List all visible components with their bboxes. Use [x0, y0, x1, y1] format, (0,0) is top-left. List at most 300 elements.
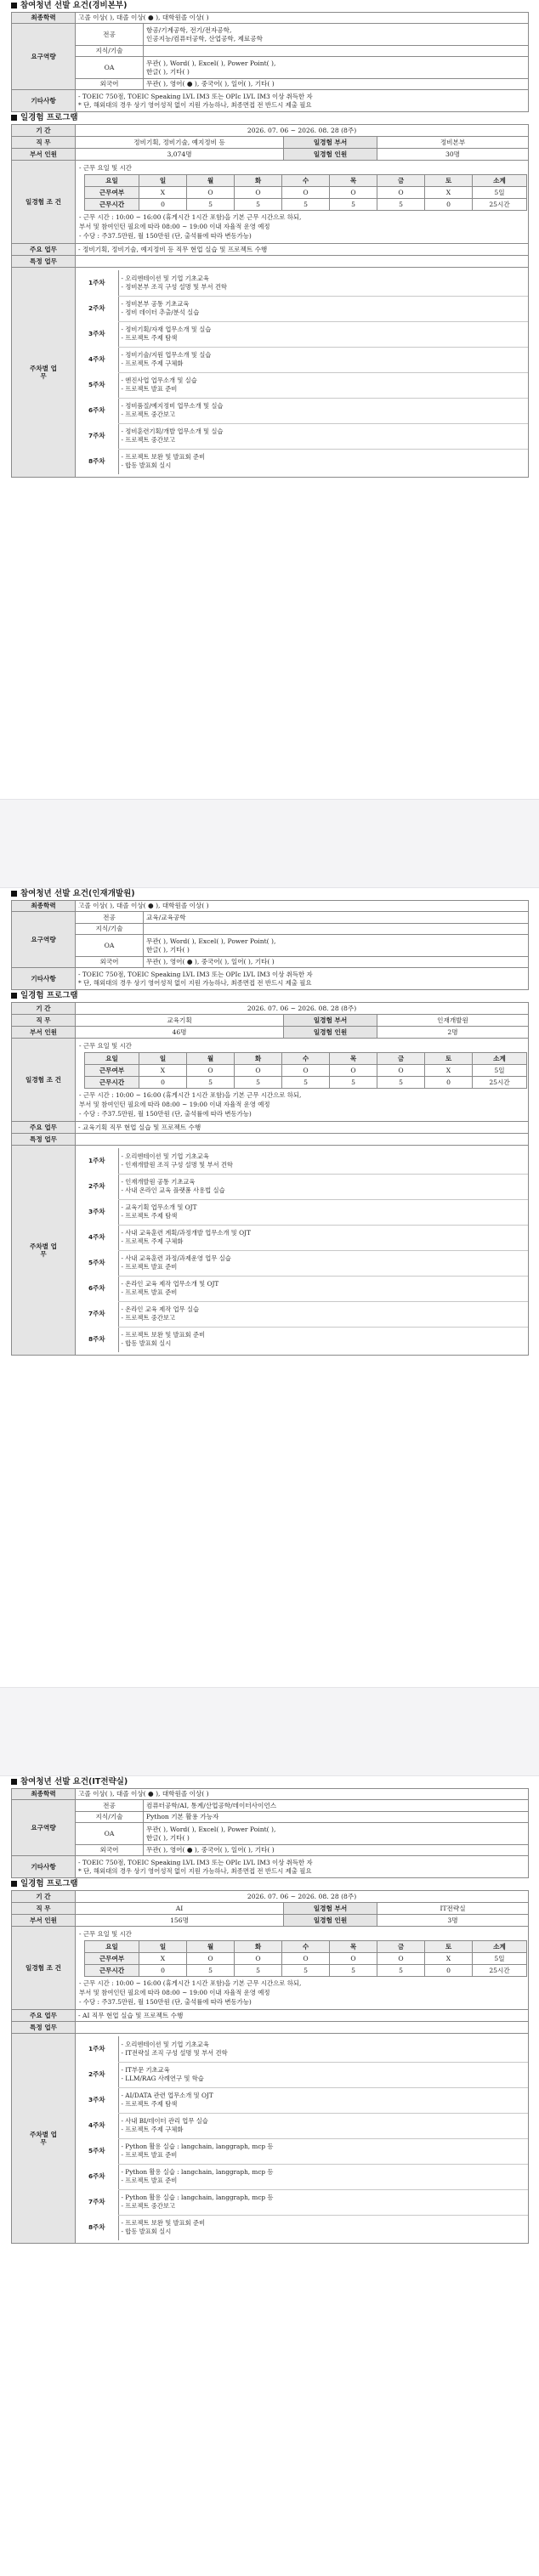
work-status-cell: X: [425, 187, 473, 199]
page-separator: [0, 799, 539, 888]
major-label: 전공: [76, 912, 144, 924]
week-task-line: - 프로젝트 중간보고: [121, 436, 175, 444]
work-time-note: - 수당 : 주37.5만원, 월 150만원 (단, 출석률에 따라 변동가능): [79, 232, 252, 240]
knowledge-label: 지식/기술: [76, 924, 144, 935]
etc-value: [76, 90, 529, 112]
work-hours-cell: 0: [139, 1077, 187, 1089]
week-number: 2주차: [88, 2070, 105, 2079]
work-hours-cell: 근무시간: [85, 199, 139, 211]
weekly-label: 주차별 업무: [12, 268, 76, 478]
schedule-content: [76, 161, 529, 244]
special-duty-value: [76, 2022, 529, 2034]
intern-count-label: 일경험 인원: [284, 1027, 377, 1039]
work-hours-cell: 5: [187, 1965, 235, 1977]
square-bullet-icon: [11, 1881, 17, 1887]
week-row: [76, 2164, 529, 2189]
week-tasks: [118, 423, 529, 449]
schedule-content: [76, 1039, 529, 1122]
work-status-cell: X: [139, 187, 187, 199]
week-task-line: - 정비품질/예지정비 업무소개 및 실습: [121, 402, 224, 410]
week-task-line: - 프로젝트 발표 준비: [121, 2151, 178, 2159]
etc-line: - TOEIC 750점, TOEIC Speaking LVL IM3 또는 OPIc LVL IM3 이상 취득한 자: [78, 93, 313, 101]
weekday-header-cell: 토: [425, 1941, 473, 1953]
work-time-note: - 근무 시간 : 10:00 ~ 16:00 (휴게시간 1시간 포함)을 기본 근무 시간으로 하되,: [79, 1091, 302, 1099]
week-row: [76, 270, 529, 296]
work-status-cell: O: [187, 187, 235, 199]
week-task-line: - 사내 온라인 교육 플랫폼 사용법 실습: [121, 1186, 225, 1194]
square-bullet-icon: [11, 891, 17, 897]
dept-headcount-label: 부서 인원: [12, 1027, 76, 1039]
competency-label: 요구역량: [12, 912, 76, 968]
week-task-line: - 정비 데이터 추출/분석 실습: [121, 309, 200, 316]
work-hours-cell: 5: [377, 199, 425, 211]
work-status-cell: O: [377, 187, 425, 199]
dept-headcount-label: 부서 인원: [12, 149, 76, 161]
week-task-line: - 프로젝트 중간보고: [121, 410, 175, 418]
week-tasks: [118, 398, 529, 423]
week-row: [76, 296, 529, 321]
weekday-header-cell: 화: [235, 1941, 282, 1953]
program-table: [11, 1002, 529, 1356]
weekday-header-cell: 요일: [85, 1941, 139, 1953]
week-task-line: - 프로젝트 보완 및 발표회 준비: [121, 453, 206, 461]
week-task-line: - 프로젝트 중간보고: [121, 1314, 175, 1322]
work-status-cell: O: [330, 1953, 377, 1965]
oa-value: [144, 1823, 529, 1845]
work-hours-cell: 5: [235, 1077, 282, 1089]
weekday-header-cell: 요일: [85, 175, 139, 187]
week-task-line: - 사내 교육훈련 과정/과제운영 업무 실습: [121, 1254, 231, 1262]
weekday-header-cell: 목: [330, 175, 377, 187]
week-row: [76, 1327, 529, 1352]
week-task-line: - 합동 발표회 실시: [121, 2228, 172, 2236]
major-label: 전공: [76, 24, 144, 46]
work-time-note: - 근무 시간 : 10:00 ~ 16:00 (휴게시간 1시간 포함)을 기본 근무 시간으로 하되,: [79, 213, 302, 221]
weekday-header-cell: 일: [139, 1941, 187, 1953]
week-number: 3주차: [88, 330, 105, 338]
week-tasks: [118, 2062, 529, 2087]
requirements-heading: [0, 0, 539, 12]
main-duty-label: 주요 업무: [12, 1122, 76, 1134]
job-value: AI: [76, 1903, 284, 1915]
education-label: 최종학력: [12, 1789, 76, 1800]
week-row: [76, 347, 529, 372]
oa-label: OA: [76, 935, 144, 957]
work-time-note: 부서 및 참여인턴 필요에 따라 08:00 ~ 19:00 이내 자율적 운영 예정: [79, 1101, 270, 1108]
knowledge-label: 지식/기술: [76, 46, 144, 57]
week-row: [76, 1250, 529, 1276]
language-value: 무관( ), 영어( ● ), 중국어( ), 일어( ), 기타( ): [144, 79, 529, 90]
education-value: 고졸 이상( ), 대졸 이상( ● ), 대학원졸 이상( ): [76, 13, 529, 24]
work-status-cell: O: [330, 1065, 377, 1077]
week-number: 7주차: [88, 432, 105, 440]
education-label: 최종학력: [12, 901, 76, 912]
weekday-header-cell: 금: [377, 175, 425, 187]
weekly-content: [76, 2034, 529, 2244]
period-value: 2026. 07. 06 ~ 2026. 08. 28 (8주): [76, 125, 529, 137]
week-number: 6주차: [88, 1284, 105, 1293]
square-bullet-icon: [11, 3, 17, 8]
period-label: 기 간: [12, 125, 76, 137]
week-tasks: [118, 296, 529, 321]
weekday-header-cell: 토: [425, 1053, 473, 1065]
intern-count-value: 3명: [377, 1915, 529, 1927]
week-task-line: - 합동 발표회 실시: [121, 461, 172, 470]
etc-line: * 단, 해외대의 경우 상기 영어성적 없이 지원 가능하나, 최종면접 전 반드시 제출 필요: [78, 100, 312, 109]
oa-value: [144, 935, 529, 957]
week-task-line: - 프로젝트 발표 준비: [121, 1263, 178, 1271]
work-status-cell: 5일: [473, 1065, 527, 1077]
requirements-heading: [0, 888, 539, 900]
week-tasks: [118, 2215, 529, 2240]
weekday-header-cell: 소계: [473, 175, 527, 187]
week-row: [76, 2215, 529, 2240]
week-row: [76, 321, 529, 347]
work-hours-cell: 25시간: [473, 199, 527, 211]
competency-label: 요구역량: [12, 24, 76, 90]
dept-headcount-value: 46명: [76, 1027, 284, 1039]
intern-count-label: 일경험 인원: [284, 149, 377, 161]
work-status-cell: X: [425, 1065, 473, 1077]
week-task-line: - 프로젝트 주제 탐색: [121, 334, 178, 342]
program-title: 일경험 프로그램: [20, 1879, 78, 1888]
week-number: 1주차: [88, 279, 105, 287]
language-label: 외국어: [76, 957, 144, 968]
weekday-header-cell: 월: [187, 175, 235, 187]
week-tasks: [118, 2189, 529, 2215]
weekly-table: [76, 270, 529, 474]
dept-label: 일경험 부서: [284, 137, 377, 149]
major-line: 항공/기계공학, 전기/전자공학,: [146, 26, 232, 35]
weekday-header-cell: 목: [330, 1941, 377, 1953]
work-status-cell: X: [139, 1953, 187, 1965]
work-status-cell: O: [187, 1953, 235, 1965]
schedule-label: 일경험 조 건: [12, 1039, 76, 1122]
oa-line: 무관( ), Word( ), Excel( ), Power Point( ),: [146, 1826, 276, 1834]
week-task-line: - 합동 발표회 실시: [121, 1339, 172, 1348]
schedule-heading: - 근무 요일 및 시간: [79, 1042, 132, 1050]
posting-section: [0, 888, 539, 1687]
special-duty-label: 특정 업무: [12, 1134, 76, 1146]
requirements-heading: [0, 1776, 539, 1788]
program-heading: [0, 990, 539, 1002]
week-task-line: - IT부문 기초교육: [121, 2066, 170, 2074]
week-task-line: - 사내 교육훈련 계획/과정개발 업무소개 및 OJT: [121, 1229, 251, 1237]
work-hours-cell: 0: [425, 1965, 473, 1977]
requirements-title: 참여청년 선발 요건(경비본부): [20, 1, 128, 10]
work-hours-cell: 0: [425, 1077, 473, 1089]
week-number: 3주차: [88, 2096, 105, 2104]
oa-label: OA: [76, 1823, 144, 1845]
week-tasks: [118, 2036, 529, 2062]
weekday-header-cell: 일: [139, 175, 187, 187]
etc-line: * 단, 해외대의 경우 상기 영어성적 없이 지원 가능하나, 최종면접 전 반드시 제출 필요: [78, 1866, 312, 1875]
weekday-header-cell: 화: [235, 1053, 282, 1065]
week-number: 6주차: [88, 406, 105, 415]
intern-count-value: 2명: [377, 1027, 529, 1039]
week-row: [76, 2189, 529, 2215]
week-number: 8주차: [88, 2223, 105, 2232]
intern-count-value: 30명: [377, 149, 529, 161]
schedule-label: 일경험 조 건: [12, 1927, 76, 2010]
knowledge-value: [144, 46, 529, 57]
education-label: 최종학력: [12, 13, 76, 24]
weekday-header-cell: 수: [282, 175, 330, 187]
language-label: 외국어: [76, 79, 144, 90]
dept-value: IT전략실: [377, 1903, 529, 1915]
weekly-label: 주차별 업무: [12, 2034, 76, 2244]
week-task-line: - 정비훈련기획/개발 업무소개 및 실습: [121, 427, 224, 435]
week-task-line: - 인재개발원 조직 구성 설명 및 부서 견학: [121, 1160, 233, 1169]
work-status-cell: O: [235, 1953, 282, 1965]
week-tasks: [118, 1327, 529, 1352]
program-title: 일경험 프로그램: [20, 113, 78, 122]
knowledge-label: 지식/기술: [76, 1812, 144, 1823]
week-tasks: [118, 1148, 529, 1174]
weekly-label: 주차별 업무: [12, 1146, 76, 1356]
week-tasks: [118, 1199, 529, 1225]
main-duty-value: - AI 직무 현업 실습 및 프로젝트 수행: [76, 2010, 529, 2022]
week-task-line: - 프로젝트 주제 구체화: [121, 2126, 184, 2133]
oa-line: 한글( ), 기타( ): [146, 67, 190, 76]
job-label: 직 무: [12, 1903, 76, 1915]
week-row: [76, 1276, 529, 1301]
week-number: 3주차: [88, 1208, 105, 1216]
major-line: 교육/교육공학: [146, 913, 186, 921]
week-task-line: - 프로젝트 발표 준비: [121, 1288, 178, 1296]
special-duty-label: 특정 업무: [12, 2022, 76, 2034]
work-status-cell: O: [187, 1065, 235, 1077]
weekly-table: [76, 1148, 529, 1352]
week-row: [76, 2062, 529, 2087]
week-task-line: - Python 활용 실습 : langchain, langgraph, mcp 등: [121, 2168, 274, 2176]
week-number: 8주차: [88, 457, 105, 466]
competency-label: 요구역량: [12, 1800, 76, 1856]
dept-headcount-value: 3,074명: [76, 149, 284, 161]
week-row: [76, 1225, 529, 1250]
weekday-header-cell: 금: [377, 1053, 425, 1065]
oa-line: 한글( ), 기타( ): [146, 945, 190, 954]
work-time-note: 부서 및 참여인턴 필요에 따라 08:00 ~ 19:00 이내 자율적 운영 예정: [79, 223, 270, 230]
week-tasks: [118, 1301, 529, 1327]
work-hours-cell: 25시간: [473, 1965, 527, 1977]
period-value: 2026. 07. 06 ~ 2026. 08. 28 (8주): [76, 1003, 529, 1015]
period-label: 기 간: [12, 1891, 76, 1903]
week-number: 2주차: [88, 304, 105, 313]
job-label: 직 무: [12, 1015, 76, 1027]
week-number: 5주차: [88, 2147, 105, 2155]
week-tasks: [118, 2087, 529, 2113]
week-task-line: - 정비기획/자재 업무소개 및 실습: [121, 326, 212, 333]
work-status-cell: X: [425, 1953, 473, 1965]
work-status-cell: O: [377, 1065, 425, 1077]
knowledge-value: Python 기본 활용 가능자: [144, 1812, 529, 1823]
week-task-line: - 오리엔테이션 및 기업 기초교육: [121, 1152, 209, 1160]
dept-label: 일경험 부서: [284, 1903, 377, 1915]
main-duty-value: - 정비기획, 정비기술, 예지정비 등 직무 현업 실습 및 프로젝트 수행: [76, 244, 529, 256]
week-task-line: - 정비본부 조직 구성 설명 및 부서 견학: [121, 282, 227, 291]
weekly-table: [76, 2036, 529, 2240]
language-value: 무관( ), 영어( ● ), 중국어( ), 일어( ), 기타( ): [144, 1845, 529, 1856]
week-number: 4주차: [88, 2121, 105, 2130]
oa-line: 무관( ), Word( ), Excel( ), Power Point( ),: [146, 59, 276, 68]
etc-line: - TOEIC 750점, TOEIC Speaking LVL IM3 또는 OPIc LVL IM3 이상 취득한 자: [78, 1859, 313, 1867]
week-task-line: - 프로젝트 중간보고: [121, 2202, 175, 2210]
weekday-header-cell: 금: [377, 1941, 425, 1953]
language-label: 외국어: [76, 1845, 144, 1856]
special-duty-label: 특정 업무: [12, 256, 76, 268]
week-tasks: [118, 2138, 529, 2164]
weekly-content: [76, 268, 529, 478]
weekday-header-cell: 일: [139, 1053, 187, 1065]
weekday-header-cell: 수: [282, 1053, 330, 1065]
week-task-line: - 프로젝트 주제 탐색: [121, 1212, 178, 1220]
week-number: 1주차: [88, 1157, 105, 1165]
work-status-cell: O: [330, 187, 377, 199]
week-number: 8주차: [88, 1335, 105, 1344]
work-hours-cell: 25시간: [473, 1077, 527, 1089]
week-task-line: - 정비기술/지원 업무소개 및 실습: [121, 351, 212, 359]
work-hours-cell: 5: [282, 199, 330, 211]
work-hours-cell: 5: [282, 1077, 330, 1089]
week-tasks: [118, 449, 529, 474]
program-heading: [0, 112, 539, 124]
week-task-line: - 온라인 교육 제작 업무 실습: [121, 1305, 200, 1313]
week-task-line: - 오리엔테이션 및 기업 기초교육: [121, 2040, 209, 2048]
week-number: 5주차: [88, 381, 105, 389]
work-status-cell: O: [282, 187, 330, 199]
week-task-line: - 정비본부 공통 기초교육: [121, 300, 190, 308]
page-separator: [0, 1687, 539, 1776]
week-task-line: - LLM/RAG 사례연구 및 학습: [121, 2075, 204, 2082]
week-task-line: - 인재개발원 공통 기초교육: [121, 1178, 196, 1186]
work-hours-cell: 5: [377, 1077, 425, 1089]
work-hours-cell: 5: [330, 1965, 377, 1977]
weekly-content: [76, 1146, 529, 1356]
education-value: 고졸 이상( ), 대졸 이상( ● ), 대학원졸 이상( ): [76, 1789, 529, 1800]
week-row: [76, 2087, 529, 2113]
weekday-table: [84, 1052, 527, 1089]
program-title: 일경험 프로그램: [20, 991, 78, 1000]
schedule-label: 일경험 조 건: [12, 161, 76, 244]
week-number: 7주차: [88, 2198, 105, 2206]
dept-headcount-value: 156명: [76, 1915, 284, 1927]
period-value: 2026. 07. 06 ~ 2026. 08. 28 (8주): [76, 1891, 529, 1903]
schedule-heading: - 근무 요일 및 시간: [79, 1930, 132, 1938]
work-status-cell: O: [235, 1065, 282, 1077]
week-task-line: - 온라인 교육 제작 업무소개 및 OJT: [121, 1280, 219, 1288]
requirements-table: [11, 900, 529, 990]
week-task-line: - AI/DATA 관련 업무소개 및 OJT: [121, 2092, 213, 2099]
posting-section: [0, 1776, 539, 2575]
week-tasks: [118, 321, 529, 347]
weekday-header-cell: 소계: [473, 1053, 527, 1065]
major-line: 인공지능/컴퓨터공학, 산업공학, 제료공학: [146, 34, 263, 42]
major-value: [144, 1800, 529, 1812]
work-hours-cell: 5: [282, 1965, 330, 1977]
weekday-header-cell: 소계: [473, 1941, 527, 1953]
knowledge-value: [144, 924, 529, 935]
week-row: [76, 449, 529, 474]
week-tasks: [118, 270, 529, 296]
education-value: 고졸 이상( ), 대졸 이상( ● ), 대학원졸 이상( ): [76, 901, 529, 912]
etc-line: * 단, 해외대의 경우 상기 영어성적 없이 지원 가능하나, 최종면접 전 반드시 제출 필요: [78, 978, 312, 987]
oa-line: 한글( ), 기타( ): [146, 1833, 190, 1842]
etc-label: 기타사항: [12, 90, 76, 112]
weekday-header-cell: 화: [235, 175, 282, 187]
week-tasks: [118, 1225, 529, 1250]
week-task-line: - 프로젝트 발표 준비: [121, 385, 178, 393]
week-tasks: [118, 1250, 529, 1276]
work-status-cell: O: [377, 1953, 425, 1965]
work-status-cell: 근무여부: [85, 1953, 139, 1965]
week-row: [76, 2036, 529, 2062]
work-hours-cell: 5: [187, 199, 235, 211]
work-hours-cell: 5: [377, 1965, 425, 1977]
work-hours-cell: 0: [139, 199, 187, 211]
work-status-cell: 근무여부: [85, 187, 139, 199]
week-task-line: - 프로젝트 보완 및 발표회 준비: [121, 2219, 206, 2228]
requirements-table: [11, 12, 529, 112]
week-task-line: - 엔진사업 업무소개 및 실습: [121, 376, 197, 384]
main-duty-label: 주요 업무: [12, 2010, 76, 2022]
schedule-heading: - 근무 요일 및 시간: [79, 164, 132, 172]
week-number: 4주차: [88, 1233, 105, 1242]
work-hours-cell: 5: [330, 199, 377, 211]
week-task-line: - IT전략실 조직 구성 설명 및 부서 견학: [121, 2048, 228, 2057]
week-number: 4주차: [88, 355, 105, 364]
program-table: [11, 1890, 529, 2244]
posting-section: [0, 0, 539, 799]
etc-label: 기타사항: [12, 1856, 76, 1878]
etc-value: [76, 1856, 529, 1878]
work-hours-cell: 0: [139, 1965, 187, 1977]
work-status-cell: O: [282, 1953, 330, 1965]
main-duty-value: - 교육기획 직무 현업 실습 및 프로젝트 수행: [76, 1122, 529, 1134]
week-task-line: - Python 활용 실습 : langchain, langgraph, mcp 등: [121, 2194, 274, 2201]
week-task-line: - 프로젝트 주제 구체화: [121, 1237, 184, 1245]
work-time-note: - 근무 시간 : 10:00 ~ 16:00 (휴게시간 1시간 포함)을 기본 근무 시간으로 하되,: [79, 1979, 302, 1987]
week-task-line: - 사내 BI/데이터 관리 업무 실습: [121, 2117, 208, 2125]
major-line: 컴퓨터공학/AI, 통계/산업공학/데이터사이언스: [146, 1801, 277, 1809]
weekday-header-cell: 수: [282, 1941, 330, 1953]
program-table: [11, 124, 529, 478]
weekday-header-cell: 월: [187, 1941, 235, 1953]
schedule-content: [76, 1927, 529, 2010]
program-heading: [0, 1878, 539, 1890]
week-number: 6주차: [88, 2172, 105, 2181]
week-task-line: - 프로젝트 발표 준비: [121, 2177, 178, 2184]
work-hours-cell: 근무시간: [85, 1077, 139, 1089]
weekday-header-cell: 요일: [85, 1053, 139, 1065]
week-row: [76, 398, 529, 423]
work-hours-cell: 5: [235, 1965, 282, 1977]
work-hours-cell: 5: [330, 1077, 377, 1089]
dept-label: 일경험 부서: [284, 1015, 377, 1027]
etc-value: [76, 968, 529, 990]
work-hours-cell: 5: [187, 1077, 235, 1089]
week-number: 1주차: [88, 2045, 105, 2053]
language-value: 무관( ), 영어( ● ), 중국어( ), 일어( ), 기타( ): [144, 957, 529, 968]
week-tasks: [118, 2113, 529, 2138]
work-hours-cell: 근무시간: [85, 1965, 139, 1977]
etc-line: - TOEIC 750점, TOEIC Speaking LVL IM3 또는 OPIc LVL IM3 이상 취득한 자: [78, 971, 313, 979]
square-bullet-icon: [11, 115, 17, 121]
week-task-line: - 오리엔테이션 및 기업 기초교육: [121, 274, 209, 282]
week-row: [76, 1199, 529, 1225]
weekday-header-cell: 토: [425, 175, 473, 187]
work-time-note: 부서 및 참여인턴 필요에 따라 08:00 ~ 19:00 이내 자율적 운영 예정: [79, 1989, 270, 1996]
